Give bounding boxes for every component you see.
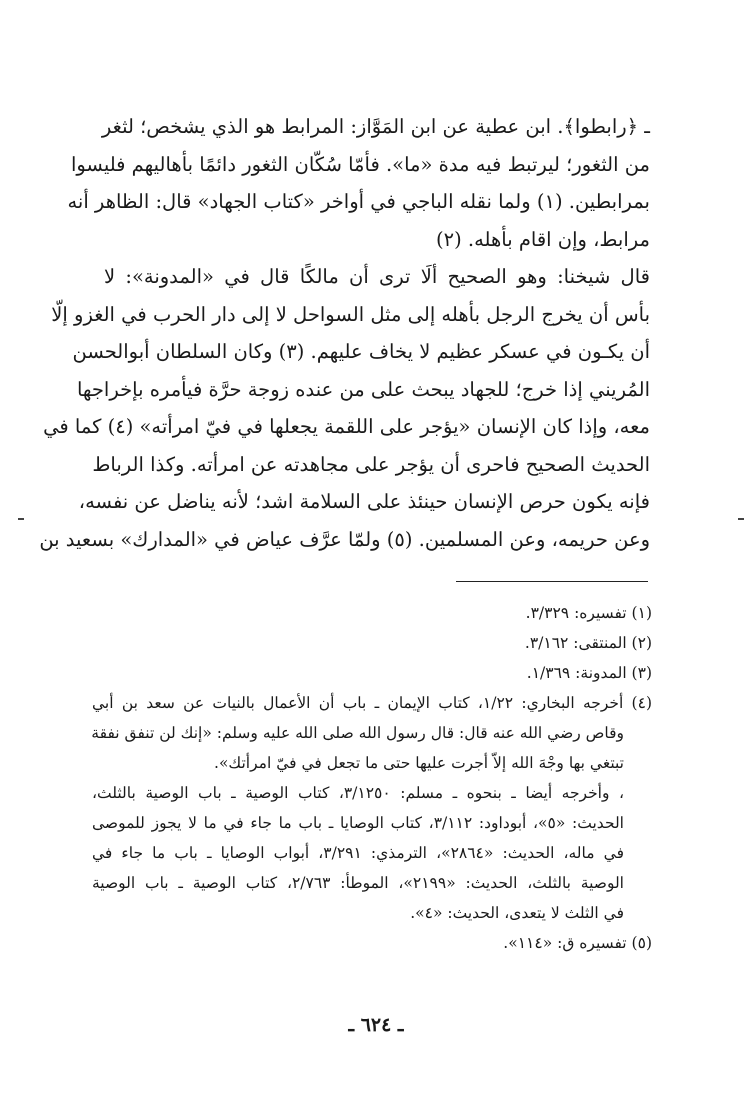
footnote-line: وقاص رضي الله عنه قال: قال رسول الله صلى الله عليه وسلم: «إنك لن تنفق نفقة [91,724,624,742]
main-text-line: بأس أن يخرج الرجل بأهله إلى مثل السواحل لا إلى دار الحرب في الغزو إلّا [51,302,650,326]
margin-mark [18,518,24,520]
footnotes-block [92,598,652,958]
footnote-line: (١) تفسيره: ٣/٣٢٩. [525,604,652,622]
footnote-line: (٥) تفسيره ق: «١١٤». [503,934,652,952]
main-text-line: من الثغور؛ ليرتبط فيه مدة «ما». فأمّا سُكّان الثغور دائمًا بأهاليهم فليسوا [70,152,650,176]
main-text-line: قال شيخنا: وهو الصحيح ألَا ترى أن مالكًا قال في «المدونة»: لا [104,265,650,288]
main-text-line: مرابط، وإن اقام بأهله. (٢) [435,227,650,251]
footnote-divider [456,581,648,582]
main-text-line: المُريني إذا خرج؛ للجهاد يبحث على من عنده زوجة حرَّة فيأمره بإخراجها [76,377,650,401]
footnote-line: (٢) المنتقى: ٣/١٦٢. [524,634,652,652]
main-text-line: وعن حريمه، وعن المسلمين. (٥) ولمّا عرَّف عياض في «المدارك» بسعيد بن [39,527,650,551]
footnote-line: الحديث: «٥»، أبوداود: ٣/١١٢، كتاب الوصايا ـ باب ما جاء في ما لا يجوز للموصى [92,814,624,832]
main-text-block [39,108,650,558]
footnote-line: في الثلث لا يتعدى، الحديث: «٤». [410,904,624,922]
footnote-line: في ماله، الحديث: «٢٨٦٤»، الترمذي: ٣/٢٩١، أبواب الوصايا ـ باب ما جاء في [92,844,624,862]
main-text-line: الحديث الصحيح فاحرى أن يؤجر على مجاهدته عن امرأته. وكذا الرباط [92,452,650,476]
margin-mark [738,518,744,520]
footnote-line: الوصية بالثلث، الحديث: «٢١٩٩»، الموطأ: ٢/٧٦٣، كتاب الوصية ـ باب الوصية [92,874,624,892]
footnote-line: (٣) المدونة: ١/٣٦٩. [526,664,652,682]
main-text-line: بمرابطين. (١) ولما نقله الباجي في أواخر «كتاب الجهاد» قال: الظاهر أنه [67,190,650,213]
page-number: ـ ٦٢٤ ـ [348,1014,404,1036]
footnote-line: ، وأخرجه أيضا ـ بنحوه ـ مسلم: ٣/١٢٥٠، كتاب الوصية ـ باب الوصية بالثلث، [92,784,624,802]
main-text-line: معه، وإذا كان الإنسان «يؤجر على اللقمة يجعلها في فيّ امرأته» (٤) كما في [43,415,650,438]
main-text-line: فإنه يكون حرص الإنسان حينئذ على السلامة اشد؛ لأنه يناضل عن نفسه، [78,490,650,513]
main-text-line: ـ ﴿رابطوا﴾. ابن عطية عن ابن المَوَّاز: المرابط هو الذي يشخص؛ لثغر [101,115,650,138]
main-text-line: أن يكـون في عسكر عظيم لا يخاف عليهم. (٣) وكان السلطان أبوالحسن [72,340,650,363]
footnote-line: تبتغي بها وجْهَ الله إلاّ أجرت عليها حتى ما تجعل في فيّ امرأتك». [214,754,624,772]
footnote-line: (٤) أخرجه البخاري: ١/٢٢، كتاب الإيمان ـ باب أن الأعمال بالنيات عن سعد بن أبي [92,694,652,712]
